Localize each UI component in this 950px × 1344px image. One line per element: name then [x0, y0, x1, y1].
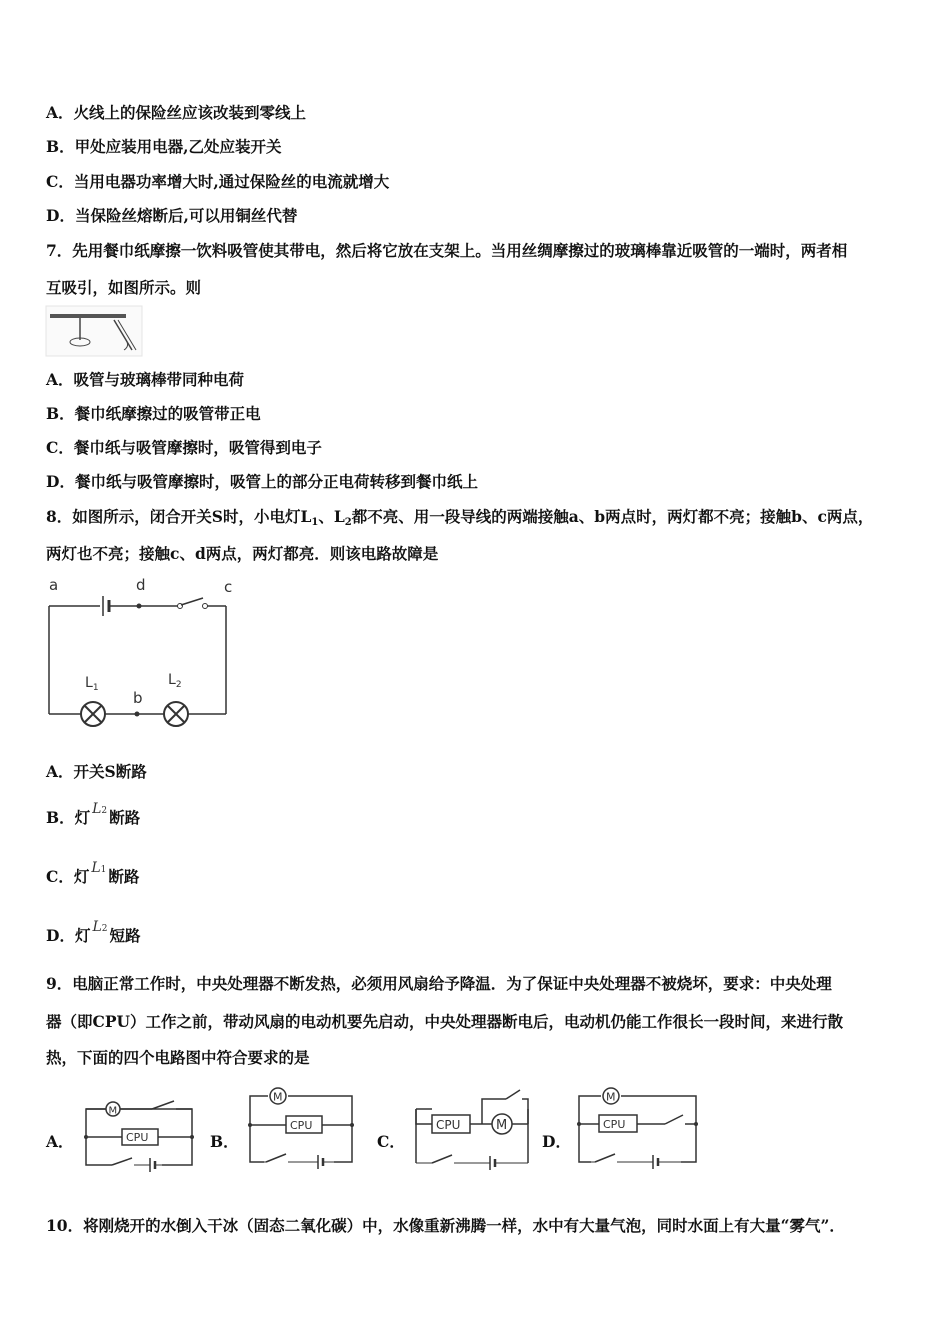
q6-option-d: D．当保险丝熔断后,可以用铜丝代替 — [46, 206, 298, 225]
q7-straw-figure — [46, 306, 142, 356]
q7-stem-line1: 7．先用餐巾纸摩擦一饮料吸管使其带电，然后将它放在支架上。当用丝绸摩擦过的玻璃棒靠近吸管的一端时，两者相 — [46, 241, 848, 260]
q9-circuit-c — [412, 1085, 532, 1175]
q9-stem-line3: 热，下面的四个电路图中符合要求的是 — [46, 1048, 310, 1067]
q7-option-d: D．餐巾纸与吸管摩擦时，吸管上的部分正电荷转移到餐巾纸上 — [46, 472, 478, 491]
label-l2: $L_2$ — [168, 672, 182, 690]
q9-stem-line1: 9．电脑正常工作时，中央处理器不断发热，必须用风扇给予降温．为了保证中央处理器不被烧坏，要求：中央处理 — [46, 974, 832, 993]
svg-text:M: M — [606, 1090, 616, 1104]
svg-text:CPU: CPU — [436, 1118, 461, 1132]
q6-option-c: C．当用电器功率增大时,通过保险丝的电流就增大 — [46, 172, 390, 191]
label-a: a — [49, 576, 59, 594]
q7-option-c: C．餐巾纸与吸管摩擦时，吸管得到电子 — [46, 438, 322, 457]
q7-stem-line2: 互吸引，如图所示。则 — [46, 278, 202, 297]
q8-option-c: C．灯 L1 断路 — [46, 860, 140, 886]
q9-label-b: B． — [210, 1132, 239, 1151]
q8-option-d: D．灯 L2 短路 — [46, 919, 141, 945]
q9-circuit-a — [82, 1095, 197, 1170]
switch-s — [181, 598, 203, 605]
q8-circuit-diagram — [40, 572, 240, 727]
q9-label-c: C． — [377, 1132, 405, 1151]
svg-text:CPU: CPU — [290, 1119, 313, 1132]
q8-stem-line1: 8．如图所示，闭合开关S时，小电灯$L_1$、$L_2$都不亮、用一段导线的两端接触a、b两点时，两灯都不亮；接触b、c两点， — [46, 507, 874, 528]
q9-circuit-b — [246, 1082, 356, 1167]
q7-option-a: A．吸管与玻璃棒带同种电荷 — [46, 370, 245, 389]
label-c: c — [224, 578, 233, 596]
q6-option-b: B．甲处应装用电器,乙处应装开关 — [46, 137, 282, 156]
q9-stem-line2: 器（即CPU）工作之前，带动风扇的电动机要先启动，中央处理器断电后，电动机仍能工作很长一段时间，来进行散 — [46, 1012, 844, 1031]
svg-text:M: M — [496, 1118, 508, 1133]
q8-option-a: A．开关S断路 — [46, 762, 147, 781]
q8-option-b: B．灯 L2 断路 — [46, 801, 141, 827]
label-l1: $L_1$ — [85, 675, 99, 693]
q10-stem-line1: 10．将刚烧开的水倒入干冰（固态二氧化碳）中，水像重新沸腾一样，水中有大量气泡，同时水面上有大量“雾气”． — [46, 1216, 845, 1235]
svg-text:M: M — [273, 1090, 283, 1104]
q7-option-b: B．餐巾纸摩擦过的吸管带正电 — [46, 404, 261, 423]
svg-text:CPU: CPU — [603, 1118, 626, 1131]
q9-label-a: A． — [46, 1132, 74, 1151]
svg-text:CPU: CPU — [126, 1131, 149, 1144]
svg-text:M: M — [108, 1105, 118, 1117]
label-d: d — [136, 576, 146, 594]
q6-option-a: A．火线上的保险丝应该改装到零线上 — [46, 103, 307, 122]
q9-label-d: D． — [542, 1132, 571, 1151]
q8-stem-line2: 两灯也不亮；接触c、d两点，两灯都亮．则该电路故障是 — [46, 544, 439, 563]
label-b: b — [133, 689, 143, 707]
q9-circuit-d — [575, 1082, 700, 1167]
